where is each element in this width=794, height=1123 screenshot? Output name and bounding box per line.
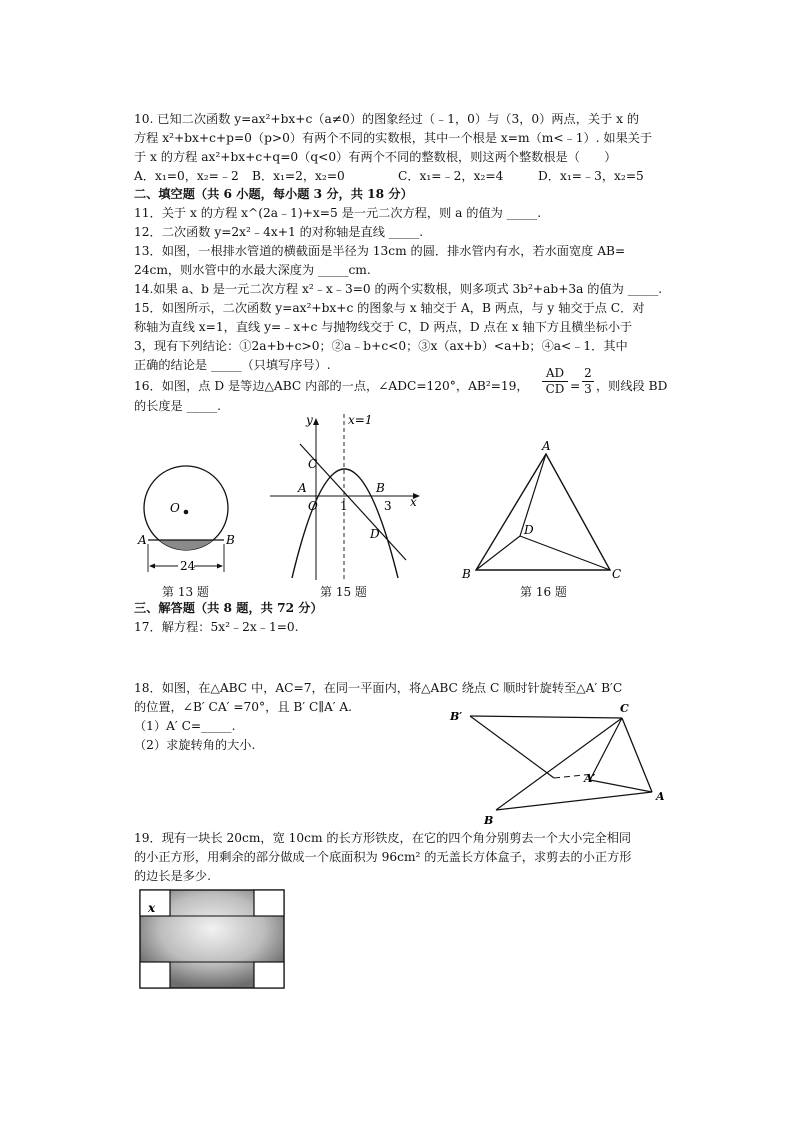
fig18-segment-bpc [470,716,622,718]
fig18-label-bp: B′ [450,710,463,723]
fig18-label-b: B [484,814,494,826]
fig15-caption: 第 15 题 [320,585,367,599]
q10-line3: 于 x 的方程 ax²+bx+c+q=0（q<0）有两个不同的整数根，则这两个整数根是（ ） [134,150,617,164]
q16-equals: = [570,379,581,393]
q14: 14.如果 a、b 是一元二次方程 x²﹣x﹣3=0 的两个实数根，则多项式 3b²+ab+3a 的值为 _____. [134,282,663,296]
fig18-label-a: A [656,790,665,803]
fig18-segment-cb [496,718,622,810]
fig13-label-a: A [138,533,147,547]
q15-line3: 3，现有下列结论：①2a+b+c>0；②a﹣b+c<0；③x（ax+b）<a+b；④a<﹣1．其中 [134,339,628,353]
fig19-corner-br [254,962,284,988]
fig18-label-ap: A′ [584,772,596,785]
fig19-sheet-diagram [138,888,288,992]
fig15-label-d: D [370,527,380,541]
q10-option-c: C．x₁=﹣2，x₂=4 [398,169,504,183]
fig13-caption: 第 13 题 [162,585,209,599]
q15-line4: 正确的结论是 _____（只填写序号）. [134,358,331,372]
q16-line2: 的长度是 _____. [134,399,221,413]
q16-line1-end: ，则线段 BD [596,379,668,393]
q10-line1: 10. 已知二次函数 y=ax²+bx+c（a≠0）的图象经过（﹣1，0）与（3，0）两点，关于 x 的 [134,112,640,126]
fig13-arrow-right [217,564,223,569]
q16-fraction-ad-cd [542,366,568,397]
fig15-parabola-graph [270,410,430,582]
fig15-label-o: O [308,499,318,513]
q12: 12．二次函数 y=2x²﹣4x+1 的对称轴是直线 _____. [134,225,424,239]
fig18-segment-bpap [470,716,554,778]
q13-line2: 24cm，则水管中的水最大深度为 _____cm. [134,263,371,277]
fig15-tick-1: 1 [340,499,348,513]
q16-ratio-numerator: 2 [582,366,594,382]
q18-part2: （2）求旋转角的大小. [134,738,256,752]
q10-option-b: B．x₁=2，x₂=0 [252,169,345,183]
q19-line2: 的小正方形，用剩余的部分做成一个底面积为 96cm² 的无盖长方体盒子，求剪去的小正方形 [134,850,632,864]
section-2-heading: 二、填空题（共 6 小题，每小题 3 分，共 18 分） [134,187,413,201]
fig16-label-c: C [612,567,622,580]
fig13-center-point [184,510,189,515]
fig19-corner-tr [254,890,284,916]
q15-line1: 15．如图所示，二次函数 y=ax²+bx+c 的图象与 x 轴交于 A，B 两点，与 y 轴交于点 C．对 [134,301,645,315]
fig19-corner-bl [140,962,170,988]
q17: 17．解方程：5x²﹣2x﹣1=0. [134,620,299,634]
q18-line2: 的位置，∠B′ CA′ =70°，且 B′ C∥A′ A. [134,700,353,714]
fig18-segment-ca [622,718,652,792]
q18-line1: 18．如图，在△ABC 中，AC=7，在同一平面内，将△ABC 绕点 C 顺时针旋转至△A′ B′C [134,681,623,695]
fig15-label-a: A [298,481,307,495]
fig15-label-axis: x=1 [348,413,373,427]
fig19-label-x: x [148,901,156,915]
fig15-label-x: x [410,495,417,509]
fig18-segment-apa [590,780,652,792]
fig15-tick-3: 3 [384,499,392,513]
fig16-segment-cd [520,536,610,570]
fig16-segment-bd [476,536,520,570]
fig16-triangle [454,436,634,580]
fig13-arrow-left [149,564,155,569]
q16-line1: 16．如图，点 D 是等边△ABC 内部的一点，∠ADC=120°，AB²=19， [134,379,529,393]
fig15-label-b: B [376,481,385,495]
fig16-caption: 第 16 题 [520,585,567,599]
fig18-segment-ba [496,792,652,810]
fig13-label-o: O [170,501,180,515]
q10-option-d: D．x₁=﹣3，x₂=5 [538,169,644,183]
fig16-label-a: A [542,439,551,453]
q10-option-a: A．x₁=0，x₂=﹣2 [134,169,239,183]
fig16-label-d: D [524,523,534,537]
fig16-triangle-abc [476,454,610,570]
fig13-label-b: B [226,533,235,547]
q16-fraction-ratio [582,366,594,397]
section-3-heading: 三、解答题（共 8 题，共 72 分） [134,601,323,615]
q13-line1: 13．如图，一根排水管道的横截面是半径为 13cm 的圆．排水管内有水，若水面宽度 AB= [134,244,626,258]
q19-line1: 19．现有一块长 20cm，宽 10cm 的长方形铁皮，在它的四个角分别剪去一个大小完全相同 [134,831,632,845]
q16-ratio-denominator: 3 [584,382,592,396]
q19-line3: 的边长是多少. [134,869,211,883]
q18-part1: （1）A′ C=_____. [134,719,236,733]
fig15-label-y: y [306,413,313,427]
fig15-label-c: C [308,457,318,471]
q10-line2: 方程 x²+bx+c+p=0（p>0）有两个不同的实数根，其中一个根是 x=m（m<﹣1）. 如果关于 [134,131,653,145]
q16-frac-denominator: CD [545,382,565,396]
q16-frac-numerator: AD [542,366,568,382]
fig18-rotation-diagram [444,700,674,826]
q15-line2: 称轴为直线 x=1，直线 y=﹣x+c 与抛物线交于 C，D 两点，D 点在 x 轴下方且横坐标小于 [134,320,633,334]
q11: 11．关于 x 的方程 x^(2a﹣1)+x=5 是一元二次方程，则 a 的值为 _____. [134,206,542,220]
fig18-label-c: C [620,702,629,715]
fig16-label-b: B [462,567,471,580]
fig18-segment-cap [590,718,622,780]
fig15-y-arrow [313,418,319,425]
fig13-width-label: 24 [180,559,196,573]
fig13-circle [144,466,228,550]
fig13-pipe-diagram [130,440,248,580]
